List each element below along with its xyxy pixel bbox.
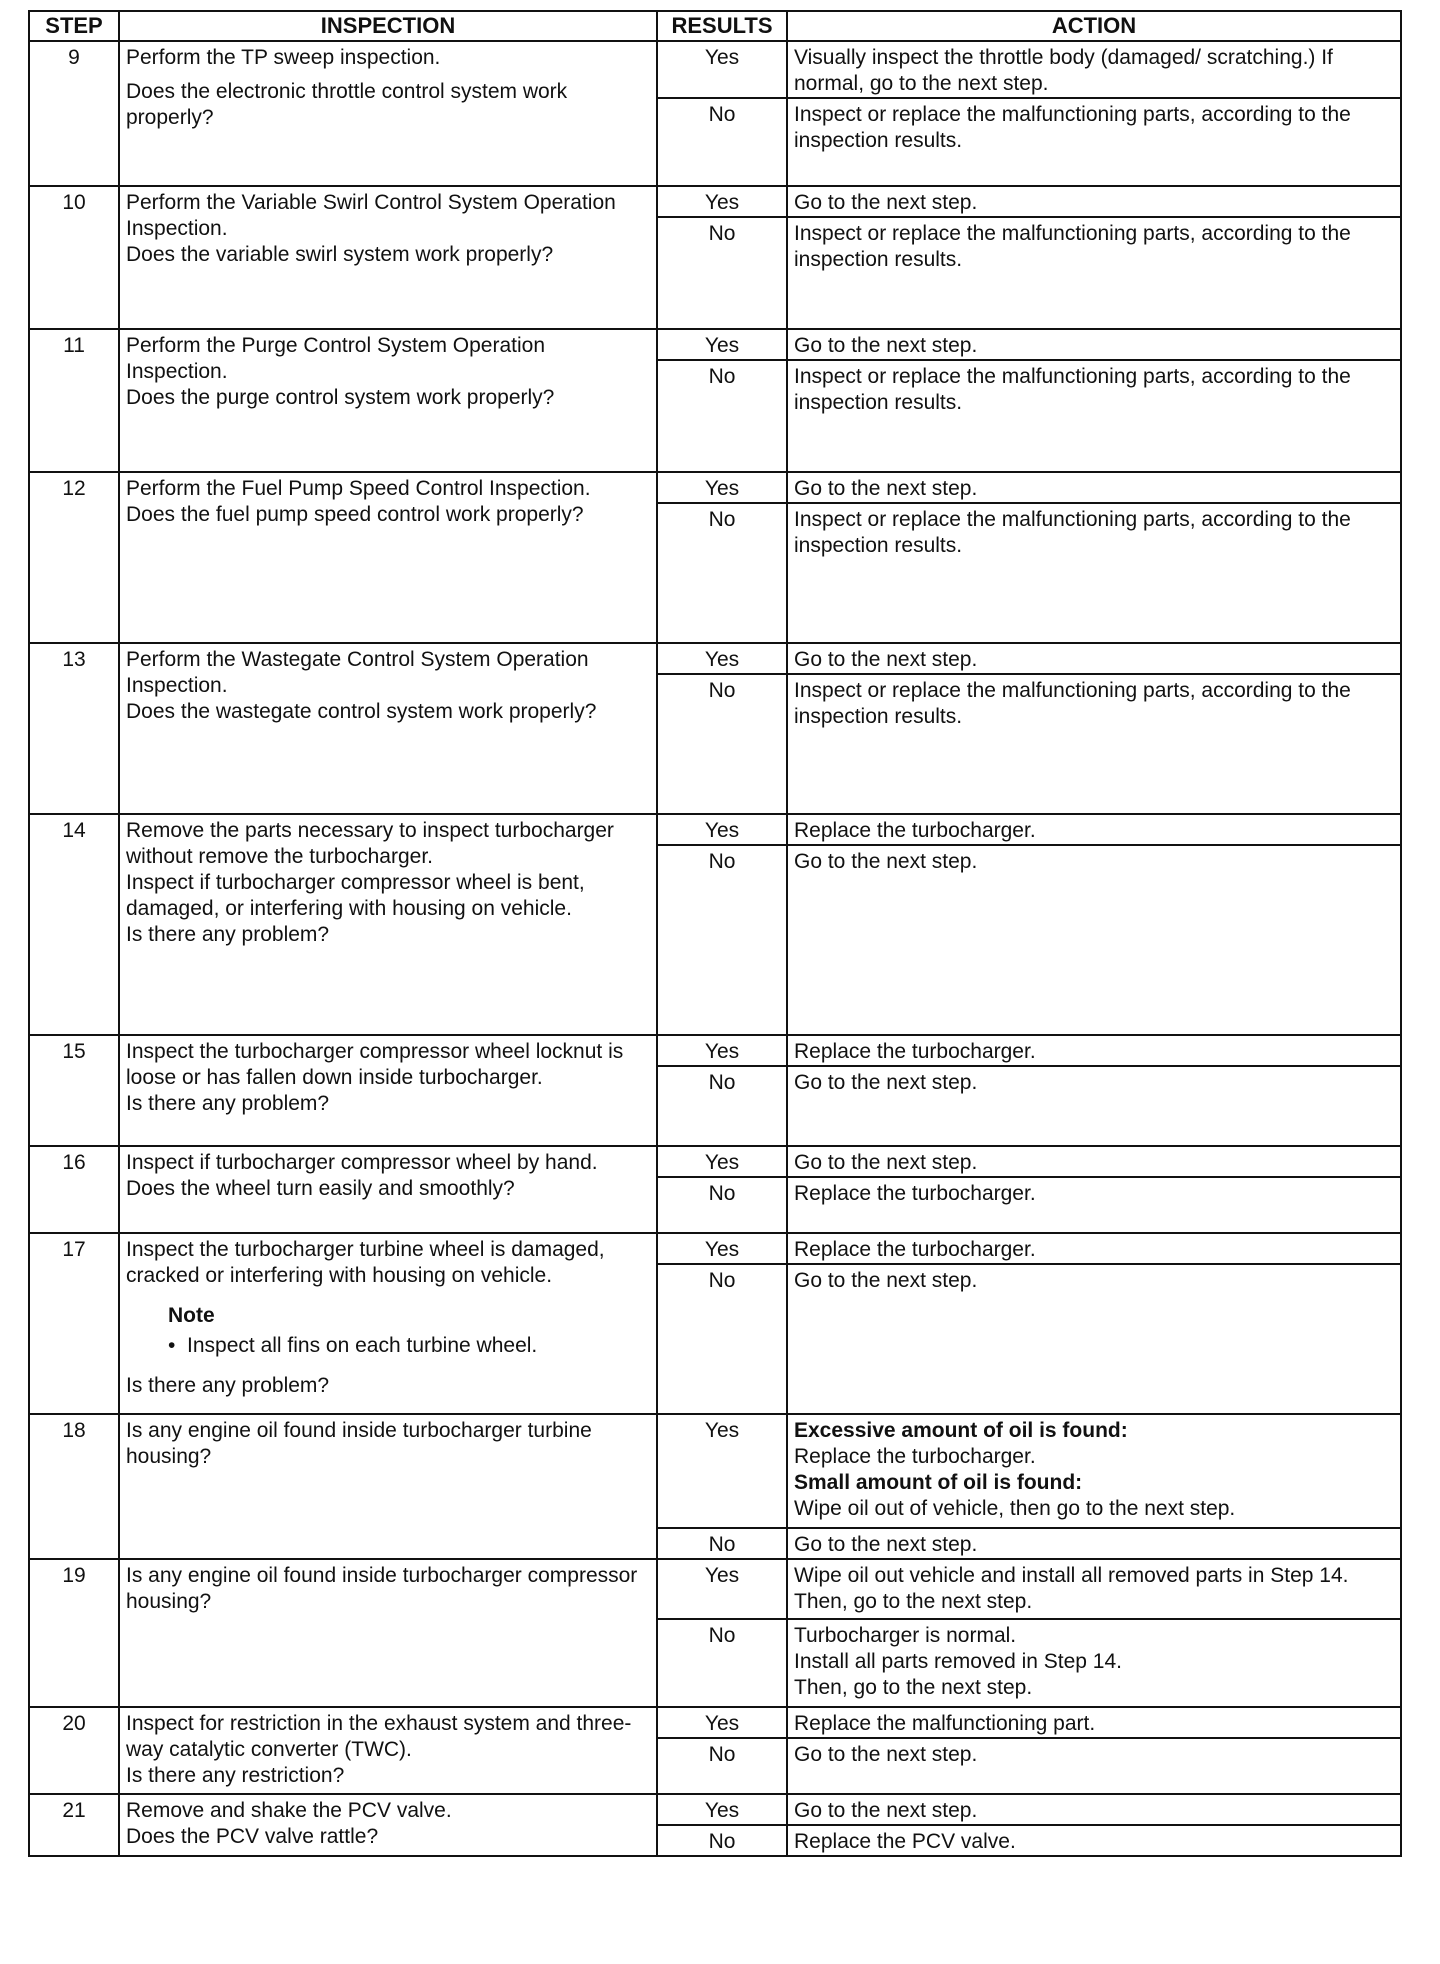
result-no: No	[657, 1066, 787, 1146]
inspection-text: Remove and shake the PCV valve.	[126, 1799, 452, 1822]
action-no: Inspect or replace the malfunctioning parts, according to the inspection results.	[787, 98, 1401, 186]
inspection-question: Is there any problem?	[126, 1092, 330, 1115]
action-yes: Wipe oil out vehicle and install all removed parts in Step 14. Then, go to the next step.	[787, 1559, 1401, 1619]
inspection-question: Does the wheel turn easily and smoothly?	[126, 1177, 515, 1200]
action-no: Go to the next step.	[787, 845, 1401, 1035]
inspection-cell	[119, 643, 657, 814]
action-condition: Excessive amount of oil is found:	[794, 1419, 1128, 1442]
inspection-question: Is there any restriction?	[126, 1764, 345, 1787]
step-number: 12	[29, 472, 119, 643]
step-number: 19	[29, 1559, 119, 1707]
action-yes: Go to the next step.	[787, 1146, 1401, 1177]
result-yes: Yes	[657, 186, 787, 217]
action-no: Inspect or replace the malfunctioning parts, according to the inspection results.	[787, 217, 1401, 329]
diagnostic-table-wrapper	[28, 10, 1400, 1857]
action-no: Go to the next step.	[787, 1264, 1401, 1414]
step-number: 14	[29, 814, 119, 1035]
result-no: No	[657, 98, 787, 186]
inspection-question: Is there any problem?	[126, 1374, 330, 1397]
action-yes: Go to the next step.	[787, 329, 1401, 360]
step-row-19-yes	[29, 1559, 1401, 1619]
result-yes: Yes	[657, 329, 787, 360]
bullet-icon: •	[168, 1334, 188, 1357]
result-no: No	[657, 674, 787, 814]
step-row-20-yes	[29, 1707, 1401, 1738]
inspection-cell	[119, 814, 657, 1035]
result-yes: Yes	[657, 1035, 787, 1066]
result-no: No	[657, 1825, 787, 1856]
result-yes: Yes	[657, 41, 787, 98]
inspection-cell	[119, 1035, 657, 1146]
step-number: 11	[29, 329, 119, 472]
diagnostic-table	[28, 10, 1402, 1857]
step-number: 20	[29, 1707, 119, 1794]
action-yes: Go to the next step.	[787, 472, 1401, 503]
result-yes: Yes	[657, 814, 787, 845]
step-row-17-yes	[29, 1233, 1401, 1264]
inspection-text: Perform the Variable Swirl Control System Operation Inspection.	[126, 191, 616, 240]
action-text: Then, go to the next step.	[794, 1676, 1033, 1699]
action-text: Install all parts removed in Step 14.	[794, 1650, 1123, 1673]
step-row-18-yes	[29, 1414, 1401, 1528]
inspection-text: Perform the Wastegate Control System Operation Inspection.	[126, 648, 589, 697]
action-text: Wipe oil out of vehicle, then go to the next step.	[794, 1497, 1236, 1520]
inspection-cell	[119, 1146, 657, 1233]
step-row-14-yes	[29, 814, 1401, 845]
step-row-12-yes	[29, 472, 1401, 503]
inspection-cell	[119, 472, 657, 643]
result-yes: Yes	[657, 1707, 787, 1738]
result-no: No	[657, 1177, 787, 1233]
action-text: Turbocharger is normal.	[794, 1624, 1017, 1647]
inspection-question: Does the purge control system work properly?	[126, 386, 555, 409]
inspection-cell	[119, 1233, 657, 1414]
inspection-cell	[119, 1794, 657, 1856]
inspection-text: Perform the TP sweep inspection.	[126, 46, 441, 69]
inspection-question: Does the PCV valve rattle?	[126, 1825, 379, 1848]
inspection-text: Perform the Fuel Pump Speed Control Inspection.	[126, 477, 591, 500]
action-no: Go to the next step.	[787, 1738, 1401, 1794]
inspection-cell	[119, 1559, 657, 1707]
step-number: 16	[29, 1146, 119, 1233]
step-row-15-yes	[29, 1035, 1401, 1066]
note-item-text: Inspect all fins on each turbine wheel.	[187, 1334, 538, 1357]
header-row	[29, 11, 1401, 41]
header-inspection: INSPECTION	[119, 11, 657, 41]
inspection-question: Does the fuel pump speed control work properly?	[126, 503, 584, 526]
inspection-question: Does the electronic throttle control system work properly?	[126, 80, 568, 129]
header-results: RESULTS	[657, 11, 787, 41]
action-text: Replace the turbocharger.	[794, 1445, 1036, 1468]
result-yes: Yes	[657, 1146, 787, 1177]
action-yes: Replace the malfunctioning part.	[787, 1707, 1401, 1738]
step-number: 9	[29, 41, 119, 186]
action-no: Inspect or replace the malfunctioning parts, according to the inspection results.	[787, 674, 1401, 814]
result-no: No	[657, 503, 787, 643]
inspection-question: Is any engine oil found inside turbocharger turbine housing?	[126, 1419, 592, 1468]
header-action: ACTION	[787, 11, 1401, 41]
inspection-cell	[119, 1414, 657, 1559]
action-yes: Replace the turbocharger.	[787, 1233, 1401, 1264]
action-yes: Visually inspect the throttle body (damaged/ scratching.) If normal, go to the next step.	[787, 41, 1401, 98]
action-no: Replace the turbocharger.	[787, 1177, 1401, 1233]
result-yes: Yes	[657, 472, 787, 503]
result-yes: Yes	[657, 1794, 787, 1825]
inspection-cell	[119, 186, 657, 329]
action-yes: Go to the next step.	[787, 643, 1401, 674]
note-title: Note	[168, 1304, 215, 1327]
inspection-question: Does the variable swirl system work properly?	[126, 243, 554, 266]
inspection-cell	[119, 1707, 657, 1794]
step-row-13-yes	[29, 643, 1401, 674]
header-step: STEP	[29, 11, 119, 41]
step-number: 15	[29, 1035, 119, 1146]
result-no: No	[657, 1738, 787, 1794]
result-no: No	[657, 1528, 787, 1559]
action-condition: Small amount of oil is found:	[794, 1471, 1083, 1494]
action-yes: Go to the next step.	[787, 1794, 1401, 1825]
inspection-text: Inspect if turbocharger compressor wheel is bent, damaged, or interfering with housing on vehicle.	[126, 871, 585, 920]
note-item	[168, 1333, 650, 1359]
action-no: Inspect or replace the malfunctioning parts, according to the inspection results.	[787, 360, 1401, 472]
step-number: 18	[29, 1414, 119, 1559]
action-no	[787, 1619, 1401, 1707]
result-yes: Yes	[657, 643, 787, 674]
action-yes: Replace the turbocharger.	[787, 814, 1401, 845]
inspection-text: Remove the parts necessary to inspect turbocharger without remove the turbocharger.	[126, 819, 614, 868]
step-number: 13	[29, 643, 119, 814]
step-row-9-yes	[29, 41, 1401, 98]
inspection-cell	[119, 41, 657, 186]
inspection-question: Is there any problem?	[126, 923, 330, 946]
result-no: No	[657, 845, 787, 1035]
action-no: Go to the next step.	[787, 1066, 1401, 1146]
result-yes: Yes	[657, 1559, 787, 1619]
result-yes: Yes	[657, 1414, 787, 1528]
step-number: 21	[29, 1794, 119, 1856]
step-row-11-yes	[29, 329, 1401, 360]
action-no: Inspect or replace the malfunctioning parts, according to the inspection results.	[787, 503, 1401, 643]
action-yes	[787, 1414, 1401, 1528]
result-no: No	[657, 360, 787, 472]
inspection-question: Is any engine oil found inside turbocharger compressor housing?	[126, 1564, 638, 1613]
inspection-text: Inspect for restriction in the exhaust system and three-way catalytic converter (TWC).	[126, 1712, 632, 1761]
result-no: No	[657, 1264, 787, 1414]
inspection-text: Inspect if turbocharger compressor wheel by hand.	[126, 1151, 598, 1174]
inspection-cell	[119, 329, 657, 472]
step-row-21-yes	[29, 1794, 1401, 1825]
inspection-text: Inspect the turbocharger turbine wheel is damaged, cracked or interfering with housing on vehicle.	[126, 1238, 605, 1287]
action-yes: Replace the turbocharger.	[787, 1035, 1401, 1066]
step-number: 10	[29, 186, 119, 329]
result-yes: Yes	[657, 1233, 787, 1264]
inspection-text: Inspect the turbocharger compressor wheel locknut is loose or has fallen down inside turbocharger.	[126, 1040, 624, 1089]
result-no: No	[657, 1619, 787, 1707]
action-no: Replace the PCV valve.	[787, 1825, 1401, 1856]
inspection-question: Does the wastegate control system work properly?	[126, 700, 597, 723]
result-no: No	[657, 217, 787, 329]
action-yes: Go to the next step.	[787, 186, 1401, 217]
inspection-text: Perform the Purge Control System Operation Inspection.	[126, 334, 546, 383]
step-number: 17	[29, 1233, 119, 1414]
step-row-16-yes	[29, 1146, 1401, 1177]
action-no: Go to the next step.	[787, 1528, 1401, 1559]
step-row-10-yes	[29, 186, 1401, 217]
